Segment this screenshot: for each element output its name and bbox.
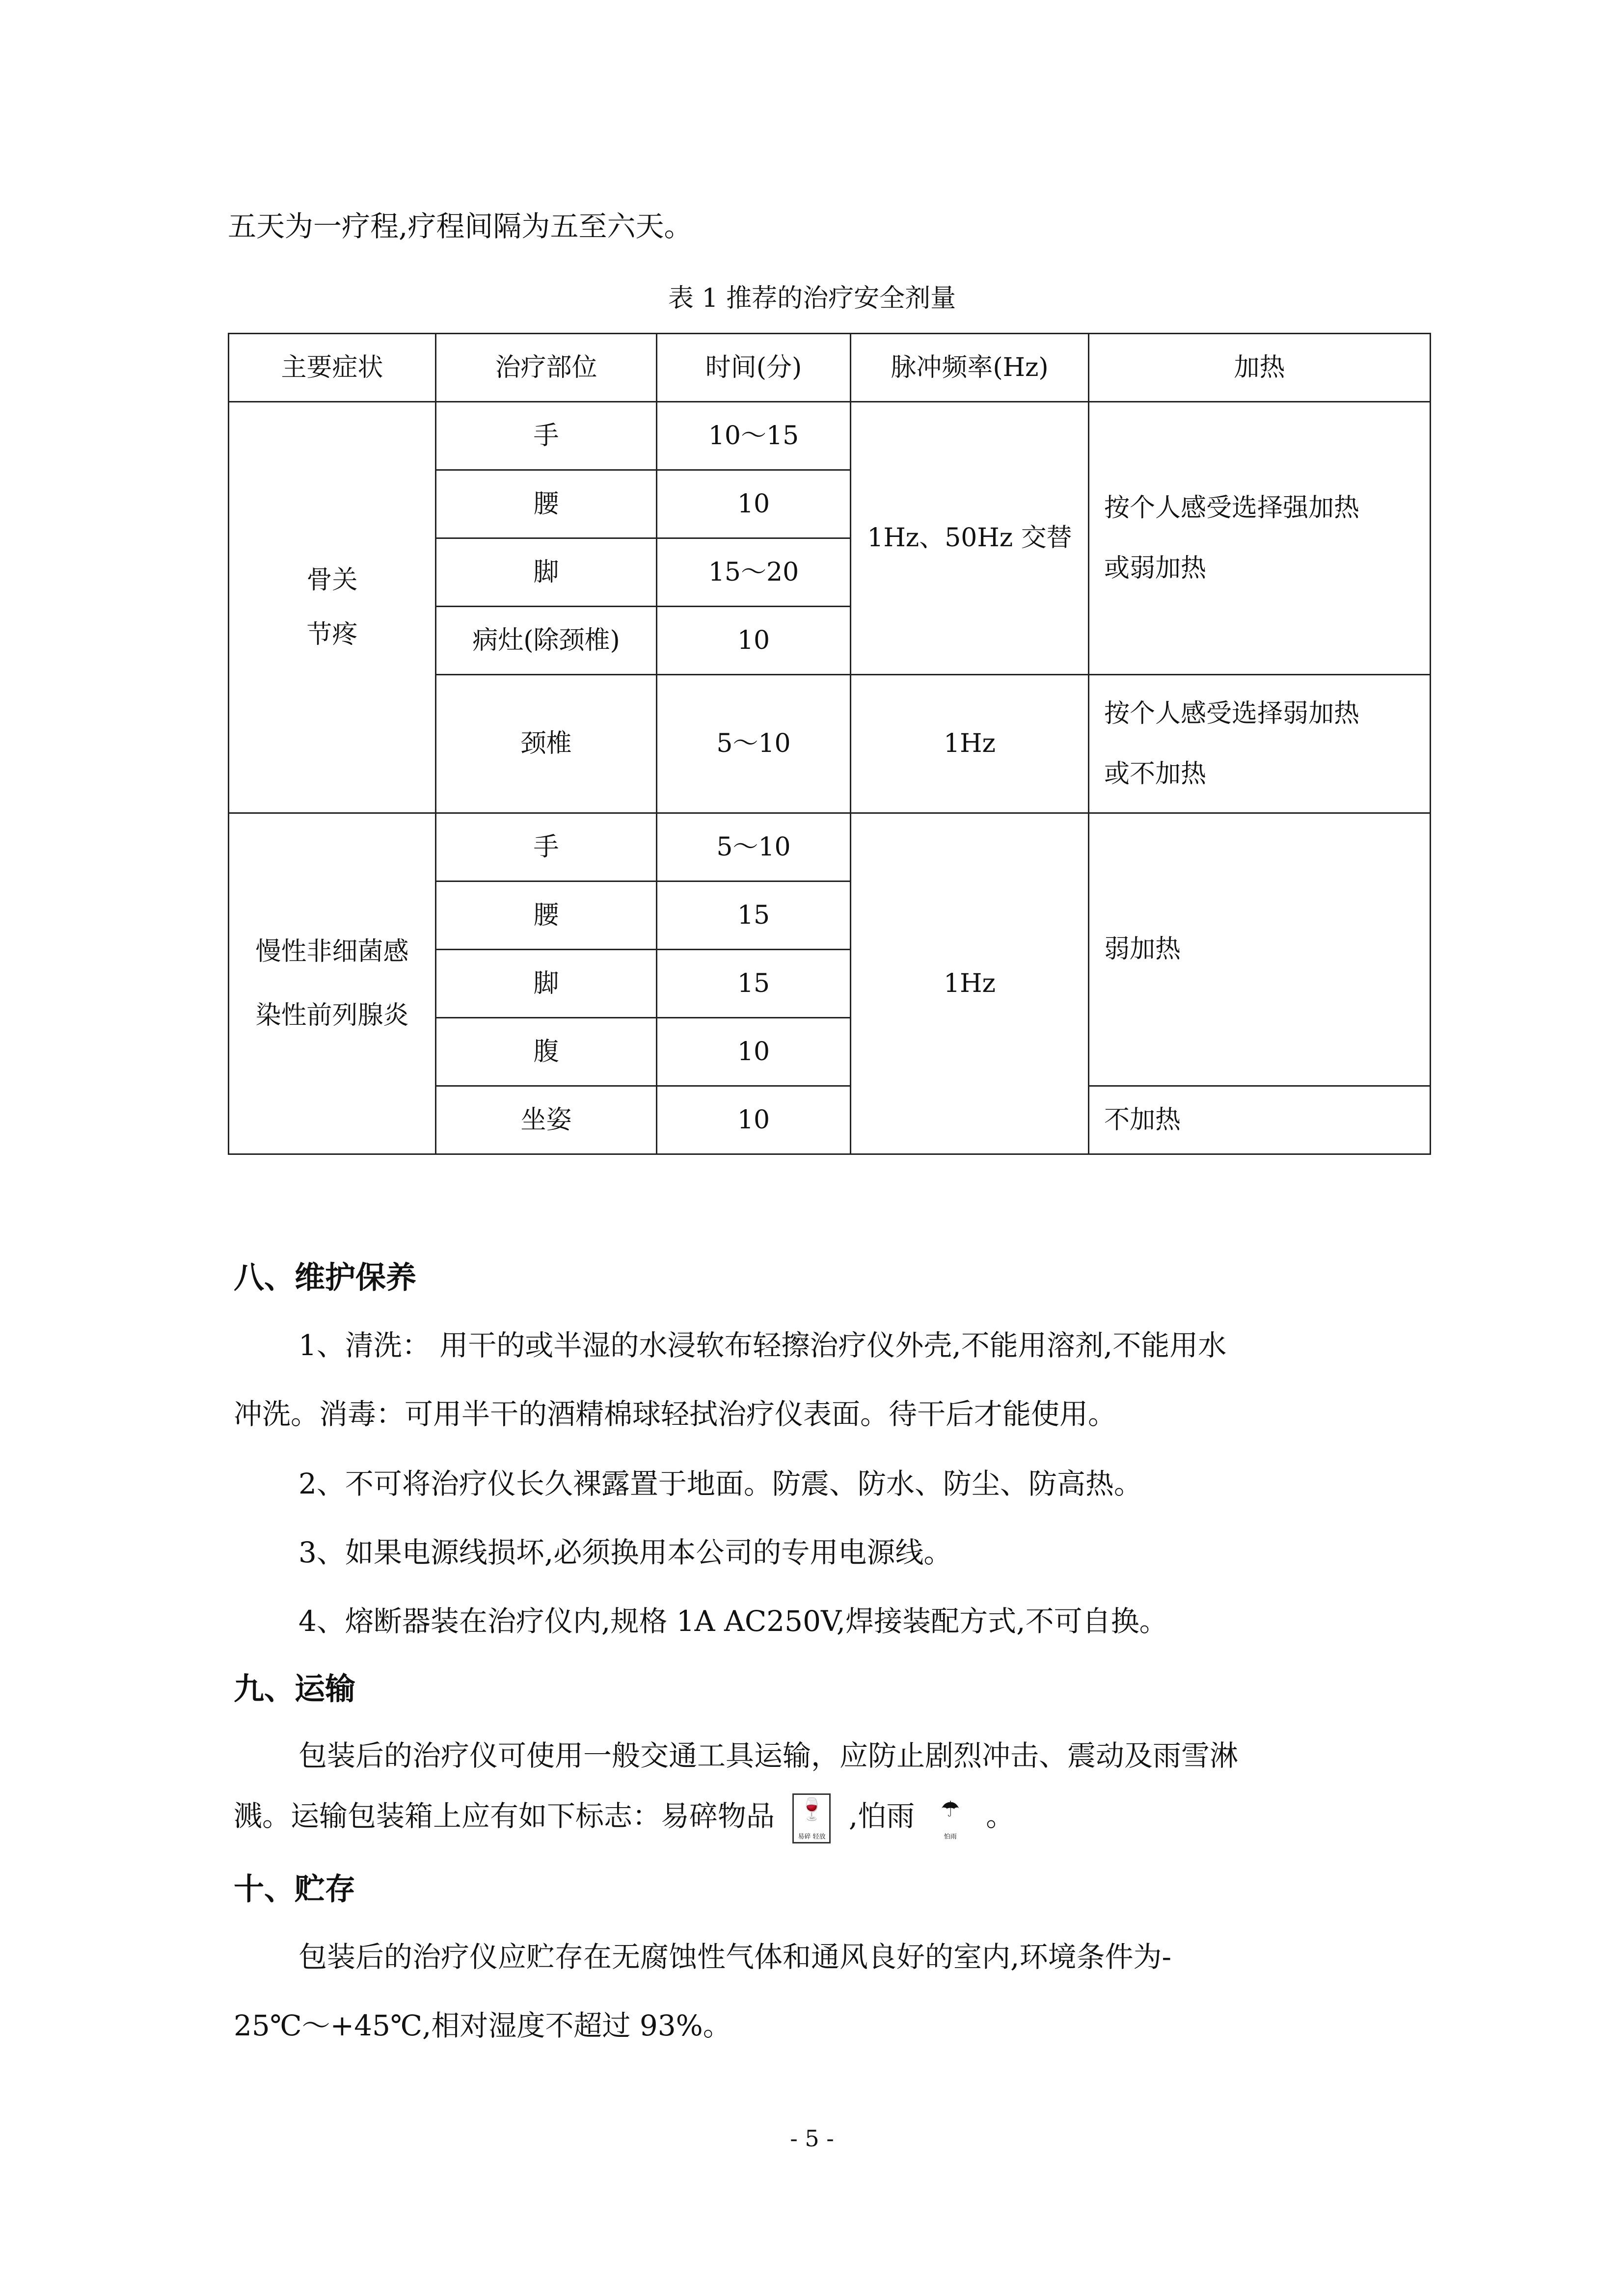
frequency-cell: 1Hz [851, 675, 1089, 813]
table-caption: 表 1 推荐的治疗安全剂量 [668, 284, 956, 313]
dosage-table [228, 333, 1431, 1155]
paragraph-text: 。 [986, 1799, 1015, 1833]
paragraph-line: 冲洗。消毒：可用半干的酒精棉球轻拭治疗仪表面。待干后才能使用。 [234, 1397, 1117, 1431]
symptom-line: 节疼 [306, 619, 358, 649]
time-cell: 10 [657, 470, 851, 538]
section-heading-maintenance: 八、维护保养 [234, 1259, 417, 1295]
fragile-icon: 🍷 易碎 轻放 [792, 1793, 831, 1843]
heating-line: 按个人感受选择弱加热 [1104, 699, 1360, 729]
icon-label: 易碎 轻放 [798, 1833, 826, 1841]
paragraph-line-with-icons [234, 1792, 1014, 1846]
time-cell: 10 [657, 607, 851, 675]
paragraph-line: 4、熔断器装在治疗仪内,规格 1A AC250V,焊接装配方式,不可自换。 [298, 1604, 1168, 1638]
frequency-cell: 1Hz [851, 813, 1089, 1154]
frequency-cell: 1Hz、50Hz 交替 [851, 402, 1089, 675]
symptom-cell [229, 402, 436, 813]
page-number: - 5 - [790, 2125, 834, 2152]
header-part: 治疗部位 [436, 334, 657, 402]
time-cell: 10～15 [657, 402, 851, 470]
time-cell: 5～10 [657, 675, 851, 813]
heating-line: 或弱加热 [1104, 553, 1207, 583]
section-heading-storage: 十、贮存 [234, 1871, 356, 1907]
table-header-row [229, 334, 1431, 402]
paragraph-line: 2、不可将治疗仪长久裸露置于地面。防震、防水、防尘、防高热。 [298, 1467, 1142, 1500]
part-cell: 脚 [436, 538, 657, 607]
paragraph-line: 25℃～+45℃,相对湿度不超过 93%。 [234, 2009, 731, 2042]
paragraph-text: ,怕雨 [848, 1799, 915, 1833]
part-cell: 腹 [436, 1018, 657, 1086]
heating-cell: 弱加热 [1089, 813, 1431, 1086]
time-cell: 15 [657, 950, 851, 1018]
heating-cell [1089, 675, 1431, 813]
paragraph-line: 3、如果电源线损坏,必须换用本公司的专用电源线。 [298, 1536, 952, 1569]
time-cell: 10 [657, 1086, 851, 1154]
part-cell: 病灶(除颈椎) [436, 607, 657, 675]
time-cell: 5～10 [657, 813, 851, 881]
section-heading-transport: 九、运输 [234, 1671, 356, 1707]
paragraph-text: 溅。运输包装箱上应有如下标志：易碎物品 [234, 1799, 775, 1833]
part-cell: 颈椎 [436, 675, 657, 813]
heating-cell [1089, 402, 1431, 675]
paragraph-line: 1、清洗： 用干的或半湿的水浸软布轻擦治疗仪外壳,不能用溶剂,不能用水 [298, 1329, 1227, 1362]
heating-line: 按个人感受选择强加热 [1104, 493, 1360, 523]
symptom-line: 骨关 [306, 565, 358, 595]
umbrella-icon: ☂ 怕雨 [933, 1795, 968, 1842]
icon-label: 怕雨 [944, 1833, 957, 1841]
paragraph-line: 包装后的治疗仪应贮存在无腐蚀性气体和通风良好的室内,环境条件为- [298, 1940, 1172, 1974]
symptom-cell [229, 813, 436, 1154]
paragraph-line: 包装后的治疗仪可使用一般交通工具运输，应防止剧烈冲击、震动及雨雪淋 [298, 1739, 1239, 1772]
table-row [229, 813, 1431, 881]
intro-line: 五天为一疗程,疗程间隔为五至六天。 [228, 210, 693, 243]
part-cell: 脚 [436, 950, 657, 1018]
symptom-line: 慢性非细菌感 [255, 936, 409, 966]
part-cell: 坐姿 [436, 1086, 657, 1154]
part-cell: 手 [436, 813, 657, 881]
symptom-line: 染性前列腺炎 [255, 1001, 409, 1030]
table-row [229, 402, 1431, 470]
time-cell: 15 [657, 881, 851, 950]
header-time: 时间(分) [657, 334, 851, 402]
time-cell: 15～20 [657, 538, 851, 607]
heating-cell: 不加热 [1089, 1086, 1431, 1154]
header-symptom: 主要症状 [229, 334, 436, 402]
part-cell: 手 [436, 402, 657, 470]
header-heating: 加热 [1089, 334, 1431, 402]
time-cell: 10 [657, 1018, 851, 1086]
part-cell: 腰 [436, 881, 657, 950]
heating-line: 或不加热 [1104, 759, 1207, 789]
part-cell: 腰 [436, 470, 657, 538]
header-frequency: 脉冲频率(Hz) [851, 334, 1089, 402]
